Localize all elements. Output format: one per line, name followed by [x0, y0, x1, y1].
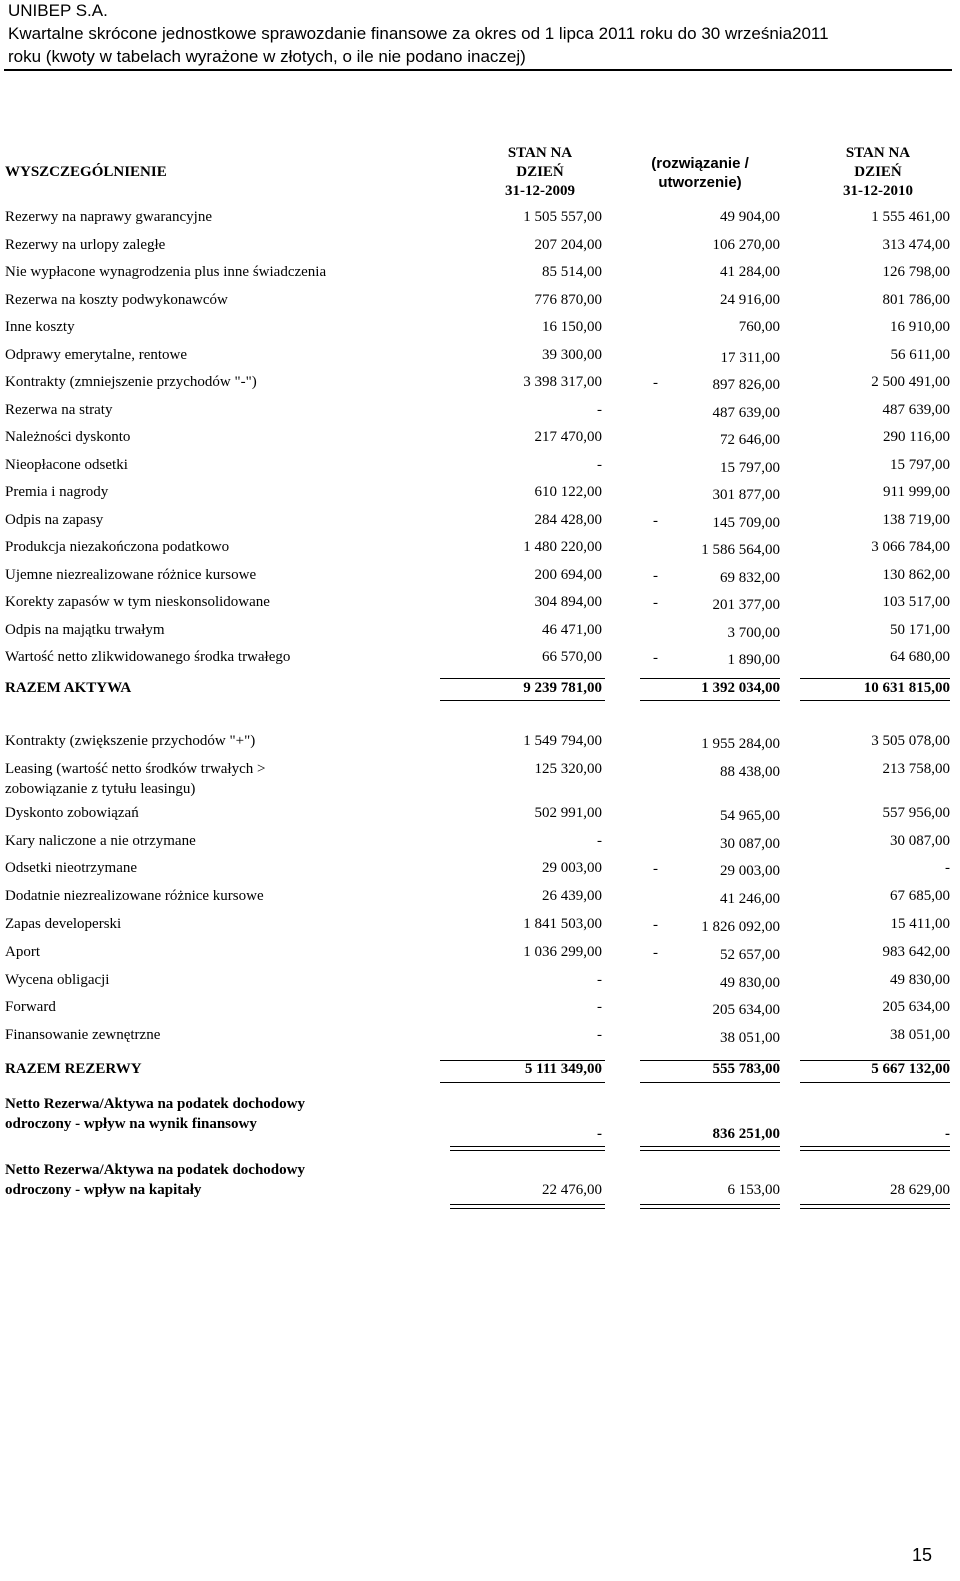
table-row — [0, 567, 960, 589]
column-header-2009 — [470, 144, 610, 201]
value-change: 29 003,00 — [720, 863, 780, 880]
header-divider — [4, 69, 952, 71]
table-row — [0, 484, 960, 506]
column-header-description: WYSZCZEGÓLNIENIE — [5, 164, 167, 180]
row-label: Odprawy emerytalne, rentowe — [5, 346, 188, 363]
reserves-total-underline-2 — [640, 1082, 780, 1083]
value-2009: 1 505 557,00 — [523, 209, 602, 225]
value-change: 201 377,00 — [712, 597, 780, 613]
assets-total-change: 1 392 034,00 — [701, 680, 780, 696]
value-2009: 200 694,00 — [534, 566, 602, 583]
value-2009: 284 428,00 — [534, 511, 602, 528]
row-label-line2: zobowiązanie z tytułu leasingu) — [5, 780, 196, 797]
reserves-total-row — [0, 1061, 960, 1083]
value-2010: 38 051,00 — [890, 1027, 950, 1044]
value-2009: 1 841 503,00 — [523, 916, 602, 932]
value-2010: 487 639,00 — [882, 401, 950, 418]
row-label: Produkcja niezakończona podatkowo — [5, 539, 230, 555]
row-label: Aport — [5, 943, 40, 960]
value-change: 24 916,00 — [720, 291, 780, 308]
value-2009: 66 570,00 — [542, 649, 602, 665]
table-row — [0, 805, 960, 827]
negative-sign: - — [653, 375, 658, 391]
table-row — [0, 972, 960, 994]
column-header-change — [630, 154, 770, 192]
value-2009: 1 036 299,00 — [523, 943, 602, 960]
assets-total-rule-2 — [640, 678, 780, 679]
value-2010: 2 500 491,00 — [871, 374, 950, 390]
assets-total-2009: 9 239 781,00 — [523, 680, 602, 696]
assets-total-underline-1 — [440, 700, 605, 701]
net-result-2009: - — [597, 1126, 602, 1142]
row-label: Rezerwa na straty — [5, 401, 113, 418]
value-change: 30 087,00 — [720, 835, 780, 852]
value-2010: 103 517,00 — [882, 594, 950, 610]
value-change: 1 586 564,00 — [701, 542, 780, 558]
net-result-double-rule-1 — [450, 1146, 605, 1151]
value-change: 1 890,00 — [727, 652, 780, 668]
table-row — [0, 429, 960, 451]
table-row — [0, 594, 960, 616]
net-result-2010: - — [945, 1126, 950, 1142]
value-2010: 64 680,00 — [890, 649, 950, 665]
row-label: Inne koszty — [5, 319, 75, 335]
assets-total-label: RAZEM AKTYWA — [5, 680, 132, 696]
table-row — [0, 733, 960, 755]
net-result-label-line1: Netto Rezerwa/Aktywa na podatek dochodowy — [5, 1096, 305, 1112]
value-2009: - — [597, 971, 602, 988]
value-2009: 776 870,00 — [534, 291, 602, 308]
value-change: 106 270,00 — [712, 236, 780, 253]
row-label: Finansowanie zewnętrzne — [5, 1027, 161, 1044]
table-row — [0, 402, 960, 424]
value-2010: 3 066 784,00 — [871, 539, 950, 555]
value-change: 38 051,00 — [720, 1030, 780, 1047]
value-2010: 56 611,00 — [890, 346, 950, 363]
value-2009: 26 439,00 — [542, 888, 602, 905]
value-2009: 1 480 220,00 — [523, 539, 602, 555]
column-header-2009-line1: STAN NA — [507, 145, 573, 161]
value-change: 52 657,00 — [720, 946, 780, 963]
value-change: 49 904,00 — [720, 209, 780, 225]
table-row — [0, 999, 960, 1021]
assets-total-underline-3 — [800, 700, 950, 701]
table-row — [0, 512, 960, 534]
negative-sign: - — [653, 650, 658, 666]
value-change: 88 438,00 — [720, 763, 780, 780]
report-title-line-2: roku (kwoty w tabelach wyrażone w złotych, o ile nie podano inaczej) — [8, 47, 526, 66]
row-label: Wartość netto zlikwidowanego środka trwałego — [5, 649, 291, 665]
net-result-change: 836 251,00 — [712, 1126, 780, 1142]
value-change: 69 832,00 — [720, 569, 780, 586]
value-change: 897 826,00 — [712, 377, 780, 393]
net-equity-double-rule-2 — [640, 1204, 780, 1209]
table-row — [0, 888, 960, 910]
row-label: Rezerwy na urlopy zaległe — [5, 236, 166, 253]
value-2010: 1 555 461,00 — [871, 209, 950, 225]
net-result-double-rule-2 — [640, 1146, 780, 1151]
value-2009: - — [597, 401, 602, 418]
value-change: 72 646,00 — [720, 432, 780, 448]
value-2010: 213 758,00 — [882, 760, 950, 777]
value-2009: 29 003,00 — [542, 860, 602, 877]
row-label: Odpis na majątku trwałym — [5, 621, 165, 638]
value-2009: - — [597, 832, 602, 849]
value-change: 1 826 092,00 — [701, 919, 780, 935]
value-2010: - — [945, 860, 950, 877]
assets-total-underline-2 — [640, 700, 780, 701]
report-title-line-1: Kwartalne skrócone jednostkowe sprawozdanie finansowe za okres od 1 lipca 2011 roku do 30 września2011 — [8, 24, 829, 43]
table-row — [0, 292, 960, 314]
value-2009: 304 894,00 — [534, 594, 602, 610]
value-2009: 39 300,00 — [542, 346, 602, 363]
column-header-2010 — [808, 144, 948, 201]
value-2009: - — [597, 1027, 602, 1044]
reserves-total-underline-1 — [440, 1082, 605, 1083]
table-row — [0, 457, 960, 479]
value-2009: - — [597, 456, 602, 473]
document-header — [8, 0, 948, 68]
value-2010: 15 411,00 — [890, 916, 950, 932]
net-equity-double-rule-1 — [450, 1204, 605, 1209]
table-row — [0, 237, 960, 259]
row-label: Nieopłacone odsetki — [5, 456, 128, 473]
net-equity-label-line2: odroczony - wpływ na kapitały — [5, 1182, 202, 1198]
row-label: Leasing (wartość netto środków trwałych > — [5, 760, 266, 777]
value-2010: 313 474,00 — [882, 236, 950, 253]
table-row — [0, 622, 960, 644]
negative-sign: - — [653, 861, 658, 878]
value-2009: 217 470,00 — [534, 429, 602, 445]
column-header-change-line1: (rozwiązanie / — [651, 155, 749, 172]
row-label: Należności dyskonto — [5, 429, 131, 445]
column-header-change-line2: utworzenie) — [658, 174, 742, 191]
assets-total-rule-1 — [440, 678, 605, 679]
table-row — [0, 347, 960, 369]
value-2009: 207 204,00 — [534, 236, 602, 253]
table-row — [0, 761, 960, 803]
reserves-total-underline-3 — [800, 1082, 950, 1083]
net-equity-row — [0, 1162, 960, 1208]
net-equity-double-rule-3 — [800, 1204, 950, 1209]
negative-sign: - — [653, 567, 658, 584]
row-label: Rezerwa na koszty podwykonawców — [5, 291, 228, 308]
negative-sign: - — [653, 512, 658, 529]
value-change: 41 246,00 — [720, 891, 780, 908]
value-change: 205 634,00 — [712, 1002, 780, 1019]
value-2010: 30 087,00 — [890, 832, 950, 849]
value-2009: 3 398 317,00 — [523, 374, 602, 390]
value-change: 487 639,00 — [712, 404, 780, 421]
negative-sign: - — [653, 944, 658, 961]
value-change: 301 877,00 — [712, 487, 780, 503]
table-row — [0, 1027, 960, 1049]
assets-total-rule-3 — [800, 678, 950, 679]
value-2009: 85 514,00 — [542, 264, 602, 280]
value-change: 760,00 — [738, 319, 780, 335]
value-2010: 911 999,00 — [883, 484, 950, 500]
value-2010: 16 910,00 — [890, 319, 950, 335]
value-2010: 67 685,00 — [890, 888, 950, 905]
row-label: Wycena obligacji — [5, 971, 110, 988]
value-2010: 3 505 078,00 — [871, 733, 950, 749]
row-label: Ujemne niezrealizowane różnice kursowe — [5, 566, 257, 583]
company-name: UNIBEP S.A. — [8, 1, 108, 20]
column-header-2010-line2: DZIEŃ — [854, 164, 902, 180]
table-row — [0, 833, 960, 855]
value-2009: - — [597, 999, 602, 1016]
value-2010: 130 862,00 — [882, 566, 950, 583]
value-change: 54 965,00 — [720, 807, 780, 824]
net-equity-2009: 22 476,00 — [542, 1182, 602, 1198]
column-header-2009-line2: DZIEŃ — [516, 164, 564, 180]
value-2010: 983 642,00 — [882, 943, 950, 960]
value-2009: 610 122,00 — [534, 484, 602, 500]
row-label: Zapas developerski — [5, 916, 122, 932]
reserves-total-2010: 5 667 132,00 — [871, 1061, 950, 1077]
row-label: Kary naliczone a nie otrzymane — [5, 832, 196, 849]
value-2010: 290 116,00 — [883, 429, 950, 445]
row-label: Kontrakty (zwiększenie przychodów "+") — [5, 733, 256, 749]
row-label: Dyskonto zobowiązań — [5, 804, 139, 821]
value-change: 15 797,00 — [720, 459, 780, 476]
value-change: 17 311,00 — [720, 349, 780, 366]
table-row — [0, 649, 960, 671]
column-header-2009-line3: 31-12-2009 — [505, 183, 575, 199]
reserves-total-change: 555 783,00 — [712, 1061, 780, 1077]
negative-sign: - — [653, 917, 658, 933]
row-label: Rezerwy na naprawy gwarancyjne — [5, 209, 212, 225]
row-label: Korekty zapasów w tym nieskonsolidowane — [5, 594, 270, 610]
column-header-2010-line3: 31-12-2010 — [843, 183, 913, 199]
net-equity-change: 6 153,00 — [727, 1182, 780, 1198]
table-row — [0, 319, 960, 341]
assets-total-2010: 10 631 815,00 — [863, 680, 950, 696]
value-2009: 1 549 794,00 — [523, 733, 602, 749]
table-row — [0, 860, 960, 882]
value-2009: 46 471,00 — [542, 621, 602, 638]
negative-sign: - — [653, 595, 658, 611]
value-2009: 125 320,00 — [534, 760, 602, 777]
value-2010: 138 719,00 — [882, 511, 950, 528]
row-label: Forward — [5, 999, 56, 1016]
table-row — [0, 264, 960, 286]
value-change: 145 709,00 — [712, 514, 780, 531]
row-label: Kontrakty (zmniejszenie przychodów "-") — [5, 374, 257, 390]
page-number: 15 — [912, 1545, 933, 1565]
row-label: Dodatnie niezrealizowane różnice kursowe — [5, 888, 264, 905]
value-2009: 502 991,00 — [534, 804, 602, 821]
value-2010: 126 798,00 — [882, 264, 950, 280]
value-2009: 16 150,00 — [542, 319, 602, 335]
row-label: Premia i nagrody — [5, 484, 109, 500]
net-result-label-line2: odroczony - wpływ na wynik finansowy — [5, 1116, 257, 1132]
net-equity-label-line1: Netto Rezerwa/Aktywa na podatek dochodowy — [5, 1162, 305, 1178]
table-row — [0, 944, 960, 966]
reserves-total-2009: 5 111 349,00 — [524, 1061, 602, 1077]
table-row — [0, 916, 960, 938]
net-result-double-rule-3 — [800, 1146, 950, 1151]
value-change: 1 955 284,00 — [701, 736, 780, 752]
value-2010: 205 634,00 — [882, 999, 950, 1016]
table-row — [0, 539, 960, 561]
reserves-total-label: RAZEM REZERWY — [5, 1061, 142, 1077]
value-2010: 557 956,00 — [882, 804, 950, 821]
value-2010: 801 786,00 — [882, 291, 950, 308]
net-equity-2010: 28 629,00 — [890, 1182, 950, 1198]
assets-total-row — [0, 680, 960, 702]
value-2010: 49 830,00 — [890, 971, 950, 988]
value-2010: 50 171,00 — [890, 621, 950, 638]
value-change: 3 700,00 — [727, 624, 780, 641]
table-row — [0, 209, 960, 231]
row-label: Odpis na zapasy — [5, 511, 104, 528]
column-header-2010-line1: STAN NA — [845, 145, 911, 161]
row-label: Odsetki nieotrzymane — [5, 860, 138, 877]
value-change: 41 284,00 — [720, 264, 780, 280]
row-label: Nie wypłacone wynagrodzenia plus inne świadczenia — [5, 264, 327, 280]
value-2010: 15 797,00 — [890, 456, 950, 473]
table-row — [0, 374, 960, 396]
value-change: 49 830,00 — [720, 974, 780, 991]
